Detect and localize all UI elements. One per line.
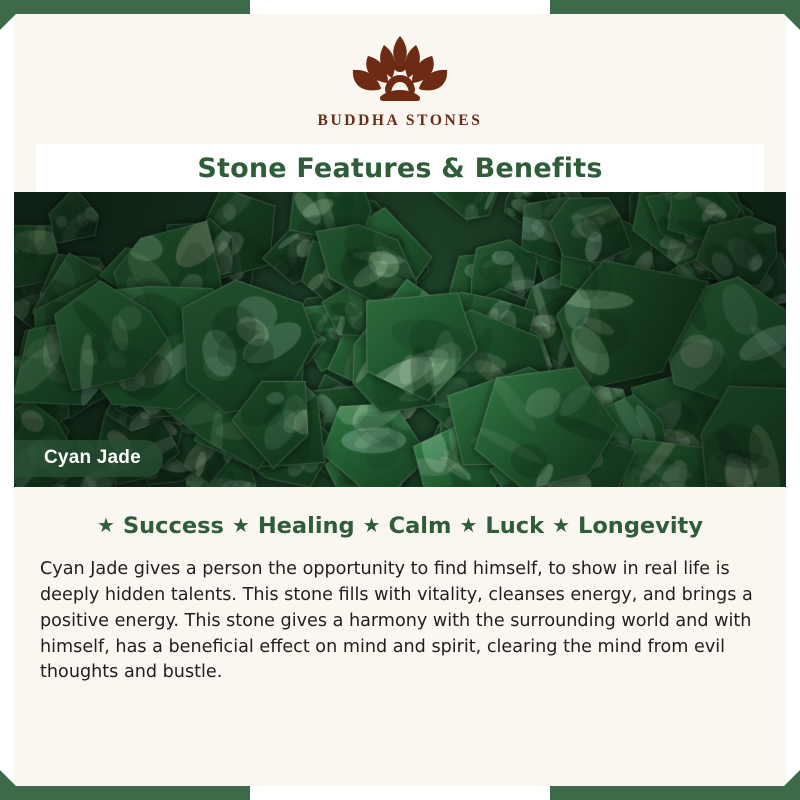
page-title: Stone Features & Benefits xyxy=(197,152,603,184)
content-card xyxy=(14,14,786,786)
corner-wedge-top-left xyxy=(0,0,30,30)
hero-image xyxy=(14,192,786,487)
frame-bar-bottom-left xyxy=(0,786,250,800)
benefit-item-calm: Calm xyxy=(388,513,452,539)
description-text: Cyan Jade gives a person the opportunity to find himself, to show in real life is deeply hidden talents. This stone fills with vitality, cleanses energy, and brings a positive energy. This stone gives a harmony with the surrounding world and with himself, has a beneficial effect on mind and spirit, clearing the mind from evil thoughts and bustle. xyxy=(40,559,753,683)
star-icon: ★ xyxy=(362,515,381,537)
frame-bar-top-right xyxy=(550,0,800,14)
benefit-item-success: Success xyxy=(122,513,224,539)
frame-bar-bottom-right xyxy=(550,786,800,800)
corner-wedge-bottom-right xyxy=(770,770,800,800)
benefit-item-longevity: Longevity xyxy=(578,513,703,539)
brand-name: BUDDHA STONES xyxy=(317,112,483,129)
star-icon: ★ xyxy=(231,515,250,537)
section-title-band xyxy=(36,144,764,192)
benefit-item-healing: Healing xyxy=(257,513,355,539)
star-icon: ★ xyxy=(459,515,478,537)
star-icon: ★ xyxy=(552,515,570,537)
stone-name-badge: Cyan Jade xyxy=(14,440,163,477)
star-icon: ★ xyxy=(97,515,115,537)
brand-header xyxy=(14,14,786,144)
lotus-meditation-figure-icon xyxy=(315,32,485,110)
frame-bar-top-left xyxy=(0,0,250,14)
benefit-item-luck: Luck xyxy=(485,513,545,539)
benefits-list xyxy=(14,487,786,549)
corner-wedge-bottom-left xyxy=(0,770,30,800)
description-block xyxy=(14,549,786,686)
corner-wedge-top-right xyxy=(770,0,800,30)
